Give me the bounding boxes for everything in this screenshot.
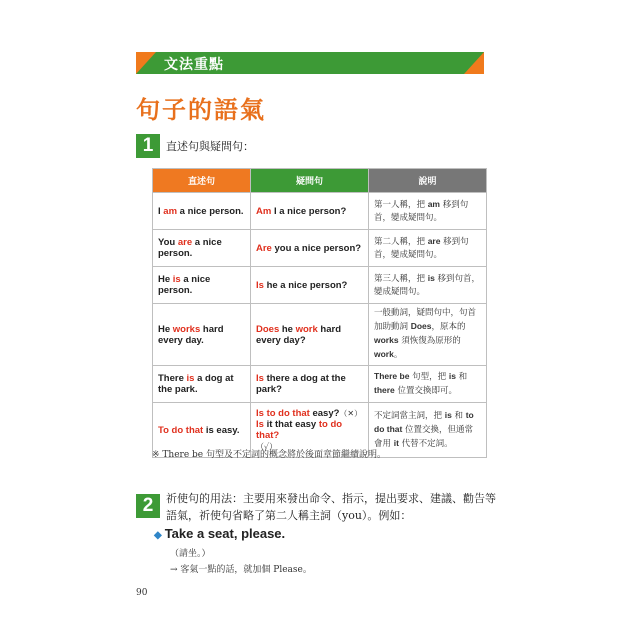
text-segment: He bbox=[158, 274, 173, 285]
highlight-word: are bbox=[177, 237, 193, 248]
text-segment: You bbox=[158, 237, 178, 248]
text-segment: 第二人稱，把 bbox=[374, 236, 428, 247]
explanation-cell bbox=[369, 230, 487, 267]
highlight-word: is bbox=[172, 274, 181, 285]
explanation-cell bbox=[369, 193, 487, 230]
text-segment: hard every day? bbox=[256, 323, 342, 346]
keyword: it bbox=[393, 438, 399, 448]
text-segment: a nice person. bbox=[177, 205, 244, 217]
example-translation: （請坐。） bbox=[170, 549, 211, 559]
section-1-number: 1 bbox=[136, 134, 160, 158]
text-segment: you a nice person? bbox=[271, 242, 362, 254]
highlight-word: to do that bbox=[266, 408, 310, 419]
text-segment: 。 bbox=[393, 350, 403, 360]
explanation-cell bbox=[369, 366, 487, 403]
question-cell bbox=[251, 267, 369, 304]
highlight-word: Is bbox=[256, 279, 264, 291]
keyword: works bbox=[374, 335, 399, 345]
highlight-word: Is bbox=[256, 419, 264, 430]
header-explanation: 說明 bbox=[369, 169, 487, 193]
correctness-mark: （✓） bbox=[256, 442, 278, 451]
text-segment: a nice person. bbox=[158, 237, 222, 259]
explanation-cell bbox=[369, 304, 487, 366]
question-cell bbox=[251, 366, 369, 403]
text-segment: hard every day. bbox=[158, 323, 224, 346]
section-2-number: 2 bbox=[136, 494, 160, 518]
question-cell bbox=[251, 193, 369, 230]
text-segment: a dog at the park. bbox=[158, 373, 234, 395]
highlight-word: Does bbox=[256, 323, 280, 335]
table-header-row bbox=[153, 169, 487, 193]
text-segment: 須恢復為原形的 bbox=[398, 336, 461, 346]
text-segment: 和 bbox=[455, 372, 468, 382]
section-banner bbox=[136, 52, 484, 74]
text-segment: 位置交換即可。 bbox=[394, 386, 457, 396]
table-row bbox=[153, 230, 487, 267]
highlight-word: is bbox=[186, 373, 195, 384]
text-segment: is easy. bbox=[203, 424, 240, 436]
text-segment: easy? bbox=[309, 408, 340, 419]
banner-label: 文法重點 bbox=[164, 57, 224, 73]
highlight-word: Are bbox=[256, 242, 272, 254]
text-segment: 和 bbox=[451, 411, 466, 421]
highlight-word: am bbox=[163, 205, 178, 217]
banner-left-corner bbox=[136, 52, 156, 74]
keyword: is bbox=[444, 410, 452, 420]
section-2-text: 祈使句的用法：主要用來發出命令、指示，提出要求、建議、勸告等語氣，祈使句省略了第二人稱主詞（you）。例如： bbox=[166, 492, 496, 522]
keyword: Does bbox=[410, 321, 432, 331]
text-segment: he bbox=[279, 323, 296, 335]
example-sentence bbox=[154, 526, 285, 541]
statement-cell bbox=[153, 193, 251, 230]
text-segment: I bbox=[158, 205, 164, 217]
example-sentence-text: Take a seat, please. bbox=[164, 526, 286, 541]
text-segment: 不定詞當主詞，把 bbox=[374, 411, 445, 421]
highlight-word: To do that bbox=[158, 424, 204, 436]
keyword: there bbox=[374, 385, 395, 395]
banner-right-corner bbox=[464, 52, 484, 74]
text-segment: 移到句首，變成疑問句。 bbox=[374, 199, 469, 223]
table-row bbox=[153, 304, 487, 366]
text-segment: 位置交換，但通常會用 bbox=[374, 425, 474, 449]
text-segment: 代替不定詞。 bbox=[398, 439, 453, 449]
keyword: There be bbox=[374, 371, 410, 381]
header-statement: 直述句 bbox=[153, 169, 251, 193]
highlight-word: works bbox=[172, 323, 201, 335]
page-number: 90 bbox=[136, 588, 148, 598]
text-segment: 第一人稱，把 bbox=[374, 199, 428, 210]
keyword: work bbox=[374, 349, 394, 359]
text-segment: 一般動詞，疑問句中，句首加助動詞 bbox=[374, 308, 477, 332]
text-segment: 移到句首，變成疑問句。 bbox=[374, 273, 480, 297]
example-note: → 客氣一點的話，就加個 Please。 bbox=[170, 565, 312, 575]
footnote: ※ There be 句型及不定詞的概念將於後面章節繼續說明。 bbox=[152, 450, 386, 460]
table-row bbox=[153, 193, 487, 230]
highlight-word: Is bbox=[256, 408, 264, 419]
grammar-table bbox=[152, 168, 487, 458]
keyword: are bbox=[427, 235, 441, 246]
text-segment: 移到句首，變成疑問句。 bbox=[374, 236, 469, 260]
highlight-word: to do that? bbox=[256, 419, 343, 441]
highlight-word: Is bbox=[256, 373, 264, 384]
statement-cell bbox=[153, 304, 251, 366]
keyword: am bbox=[427, 198, 440, 209]
highlight-word: Am bbox=[256, 205, 272, 217]
explanation-cell bbox=[369, 267, 487, 304]
text-segment: I a nice person? bbox=[271, 205, 347, 217]
text-segment: it that easy bbox=[263, 419, 319, 430]
explanation-cell bbox=[369, 403, 487, 458]
correctness-mark: （✕） bbox=[339, 409, 363, 418]
diamond-bullet-icon: ◆ bbox=[154, 530, 162, 541]
text-segment: there a dog at the park? bbox=[256, 373, 346, 395]
keyword: is bbox=[427, 272, 435, 283]
text-segment: 第三人稱，把 bbox=[374, 273, 428, 284]
text-segment: ，原本的 bbox=[431, 322, 466, 332]
question-cell bbox=[251, 230, 369, 267]
keyword: to do that bbox=[374, 410, 474, 434]
text-segment: He bbox=[158, 323, 173, 335]
question-cell bbox=[251, 304, 369, 366]
highlight-word: work bbox=[295, 323, 318, 335]
page-title: 句子的語氣 bbox=[136, 95, 266, 124]
header-question: 疑問句 bbox=[251, 169, 369, 193]
text-segment: a nice person. bbox=[158, 274, 211, 296]
text-segment: There bbox=[158, 373, 187, 384]
statement-cell bbox=[153, 366, 251, 403]
keyword: is bbox=[448, 371, 456, 381]
statement-cell bbox=[153, 267, 251, 304]
text-segment: he a nice person? bbox=[263, 279, 348, 291]
table-row bbox=[153, 267, 487, 304]
table-row bbox=[153, 366, 487, 403]
section-1-text: 直述句與疑問句： bbox=[166, 140, 254, 153]
text-segment: 句型，把 bbox=[409, 372, 449, 382]
statement-cell bbox=[153, 230, 251, 267]
